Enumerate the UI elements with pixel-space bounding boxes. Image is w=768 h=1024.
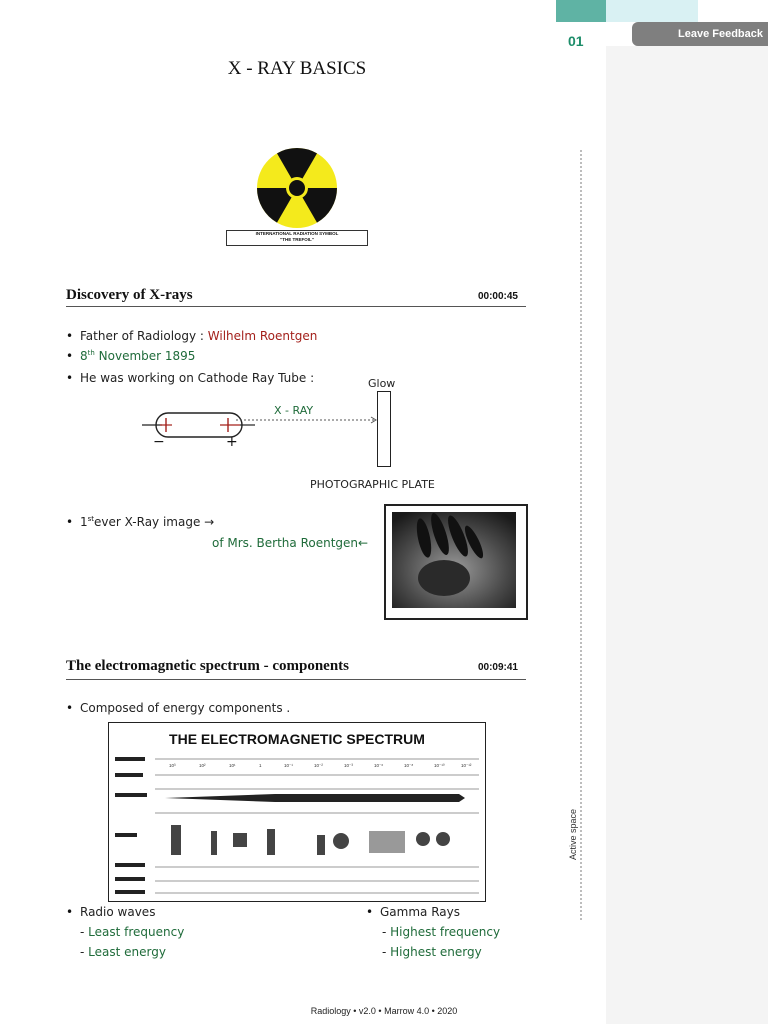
- gamma-rays-item-2: - Highest energy: [382, 945, 482, 959]
- svg-text:10¹: 10¹: [229, 763, 236, 768]
- section-title-discovery: Discovery of X-rays: [66, 287, 193, 303]
- section-timestamp-em-spectrum[interactable]: 00:09:41: [477, 662, 518, 673]
- bullet-label: Father of Radiology :: [80, 329, 204, 343]
- svg-text:10⁻¹⁰: 10⁻¹⁰: [434, 763, 445, 768]
- radiation-trefoil-icon: [242, 148, 352, 228]
- section-timestamp-discovery[interactable]: 00:00:45: [477, 291, 518, 302]
- glow-label: Glow: [368, 377, 396, 390]
- bullet-energy-components: [66, 701, 290, 715]
- page-number: 01: [568, 33, 584, 49]
- gamma-rays-item-2-text: Highest energy: [390, 945, 482, 959]
- bullet-first-xray: [66, 515, 214, 529]
- svg-text:10⁻¹²: 10⁻¹²: [461, 763, 472, 768]
- section-rule: [66, 679, 526, 680]
- bullet-value: Wilhelm Roentgen: [207, 329, 318, 343]
- gamma-rays-head: Gamma Rays: [380, 905, 460, 919]
- anode-plus: +: [226, 434, 238, 450]
- svg-text:10³: 10³: [169, 763, 176, 768]
- side-panel: [606, 46, 768, 1024]
- photographic-plate-label: PHOTOGRAPHIC PLATE: [310, 478, 435, 491]
- svg-text:10²: 10²: [199, 763, 206, 768]
- radio-waves-bullet: [66, 905, 155, 919]
- bullet-date-day: 8: [80, 349, 88, 363]
- bullet-father-of-radiology: [66, 329, 317, 343]
- trefoil-caption-line1: INTERNATIONAL RADIATION SYMBOL: [255, 231, 339, 236]
- page-footer: Radiology • v2.0 • Marrow 4.0 • 2020: [310, 1006, 458, 1016]
- svg-text:10⁻³: 10⁻³: [344, 763, 353, 768]
- section-title-em-spectrum: The electromagnetic spectrum - components: [66, 658, 349, 674]
- em-spectrum-graphic: [109, 753, 485, 899]
- gamma-rays-item-1-text: Highest frequency: [390, 925, 501, 939]
- em-spectrum-title: THE ELECTROMAGNETIC SPECTRUM: [169, 731, 425, 747]
- svg-text:10⁻⁸: 10⁻⁸: [404, 763, 414, 768]
- radio-waves-item-2: - Least energy: [80, 945, 166, 959]
- first-xray-sup: st: [87, 515, 95, 523]
- bullet-date: [66, 349, 195, 363]
- photographic-plate: [377, 391, 391, 467]
- bullet-date-value: November 1895: [98, 349, 196, 363]
- first-xray-ordinal: 1: [80, 515, 88, 529]
- bullet-label: Composed of energy components .: [80, 701, 291, 715]
- margin-dotted-line: [580, 150, 582, 920]
- svg-text:1: 1: [259, 763, 262, 768]
- bullet-label: He was working on Cathode Ray Tube :: [80, 371, 315, 385]
- trefoil-caption: [226, 230, 368, 246]
- section-rule: [66, 306, 526, 307]
- svg-text:10⁻¹: 10⁻¹: [284, 763, 293, 768]
- page-title: X - RAY BASICS: [227, 58, 367, 79]
- cathode-ray-tube-diagram: [140, 400, 380, 450]
- em-spectrum-chart: [108, 722, 486, 902]
- bullet-cathode-ray-tube: [66, 371, 314, 385]
- active-space-label: Active space: [568, 808, 578, 860]
- gamma-rays-bullet: [366, 905, 460, 919]
- first-xray-line2: of Mrs. Bertha Roentgen←: [212, 536, 369, 550]
- hand-xray-picture: [386, 506, 522, 614]
- header-tab-light: [606, 0, 698, 22]
- svg-text:10⁻²: 10⁻²: [314, 763, 323, 768]
- first-xray-line1: ever X-Ray image →: [94, 515, 215, 529]
- radio-waves-head: Radio waves: [80, 905, 156, 919]
- first-xray-image: [384, 504, 528, 620]
- xray-label: X - RAY: [274, 404, 314, 417]
- radio-waves-item-1: - Least frequency: [80, 925, 185, 939]
- leave-feedback-button[interactable]: Leave Feedback: [632, 22, 768, 46]
- trefoil-caption-line2: "THE TREFOIL": [280, 237, 314, 242]
- bullet-date-sup: th: [87, 349, 95, 357]
- svg-text:10⁻⁶: 10⁻⁶: [374, 763, 384, 768]
- radio-waves-item-2-text: Least energy: [88, 945, 166, 959]
- radio-waves-item-1-text: Least frequency: [88, 925, 185, 939]
- gamma-rays-item-1: - Highest frequency: [382, 925, 501, 939]
- cathode-minus: −: [153, 434, 165, 450]
- header-tab: [556, 0, 606, 22]
